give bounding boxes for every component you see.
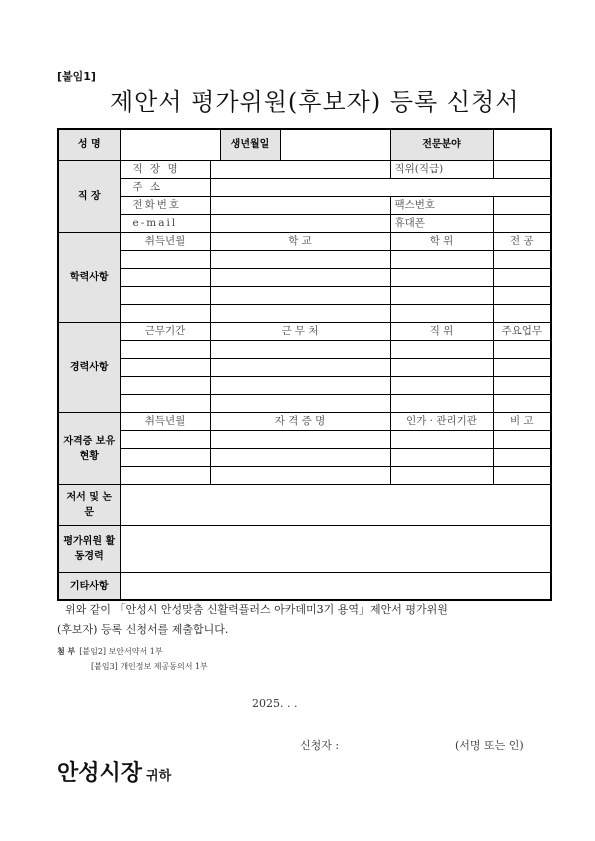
workplace-name-field[interactable] <box>210 161 390 179</box>
table-row <box>58 467 551 485</box>
position-field[interactable] <box>493 161 551 179</box>
attachment-item: [붙임3] 개인정보 제공동의서 1부 <box>91 662 208 671</box>
email-label: e-mail <box>120 215 210 233</box>
evaluator-field[interactable] <box>120 526 551 573</box>
name-field[interactable] <box>120 129 220 161</box>
position-label: 직위(직급) <box>390 161 493 179</box>
publications-label: 저서 및 논문 <box>58 485 120 526</box>
table-row <box>58 251 551 269</box>
field-label: 전문분야 <box>390 129 493 161</box>
other-label: 기타사항 <box>58 573 120 601</box>
attachments-label: 첨 부 <box>57 647 76 656</box>
table-row <box>58 395 551 413</box>
certification-header: 비 고 <box>493 413 551 431</box>
education-label: 학력사항 <box>58 233 120 323</box>
date: 2025. . . <box>252 697 298 710</box>
table-row <box>58 269 551 287</box>
field-field[interactable] <box>493 129 551 161</box>
workplace-name-label: 직 장 명 <box>120 161 210 179</box>
education-header: 학 교 <box>210 233 390 251</box>
education-header: 학 위 <box>390 233 493 251</box>
statement-line: (후보자) 등록 신청서를 제출합니다. <box>57 623 229 636</box>
name-label: 성 명 <box>58 129 120 161</box>
career-header: 주요업무 <box>493 323 551 341</box>
publications-field[interactable] <box>120 485 551 526</box>
statement-line: 위와 같이 「안성시 안성맞춤 신활력플러스 아카데미3기 용역」제안서 평가위원 <box>65 603 448 616</box>
attachment-label: [붙임1] <box>57 70 96 83</box>
table-row <box>58 377 551 395</box>
evaluator-label: 평가위원 활동경력 <box>58 526 120 573</box>
fax-label: 팩스번호 <box>390 197 493 215</box>
table-row <box>58 449 551 467</box>
sign-label: (서명 또는 인) <box>455 739 524 752</box>
workplace-label: 직 장 <box>58 161 120 233</box>
birth-field[interactable] <box>280 129 390 161</box>
fax-field[interactable] <box>493 197 551 215</box>
career-header: 근 무 처 <box>210 323 390 341</box>
career-header: 직 위 <box>390 323 493 341</box>
certification-label: 자격증 보유현황 <box>58 413 120 485</box>
applicant-label: 신청자 : <box>300 739 340 752</box>
recipient-suffix: 귀하 <box>146 769 172 784</box>
certification-header: 자 격 증 명 <box>210 413 390 431</box>
attachments <box>57 644 208 674</box>
education-header: 취득년월 <box>120 233 210 251</box>
table-row <box>58 305 551 323</box>
education-header: 전 공 <box>493 233 551 251</box>
table-row <box>58 287 551 305</box>
phone-field[interactable] <box>210 197 390 215</box>
certification-header: 인가 · 관리기관 <box>390 413 493 431</box>
recipient-name: 안성시장 <box>57 761 143 786</box>
address-label: 주 소 <box>120 179 210 197</box>
statement <box>57 600 549 640</box>
certification-header: 취득년월 <box>120 413 210 431</box>
registration-form-table <box>57 128 552 601</box>
table-row <box>58 341 551 359</box>
other-field[interactable] <box>120 573 551 601</box>
career-label: 경력사항 <box>58 323 120 413</box>
birth-label: 생년월일 <box>220 129 280 161</box>
page-title: 제안서 평가위원(후보자) 등록 신청서 <box>110 88 520 116</box>
email-field[interactable] <box>210 215 390 233</box>
mobile-field[interactable] <box>493 215 551 233</box>
table-row <box>58 431 551 449</box>
attachment-item: [붙임2] 보안서약서 1부 <box>79 647 163 656</box>
phone-label: 전화번호 <box>120 197 210 215</box>
mobile-label: 휴대폰 <box>390 215 493 233</box>
table-row <box>58 359 551 377</box>
career-header: 근무기간 <box>120 323 210 341</box>
recipient <box>57 756 171 787</box>
address-field[interactable] <box>210 179 551 197</box>
